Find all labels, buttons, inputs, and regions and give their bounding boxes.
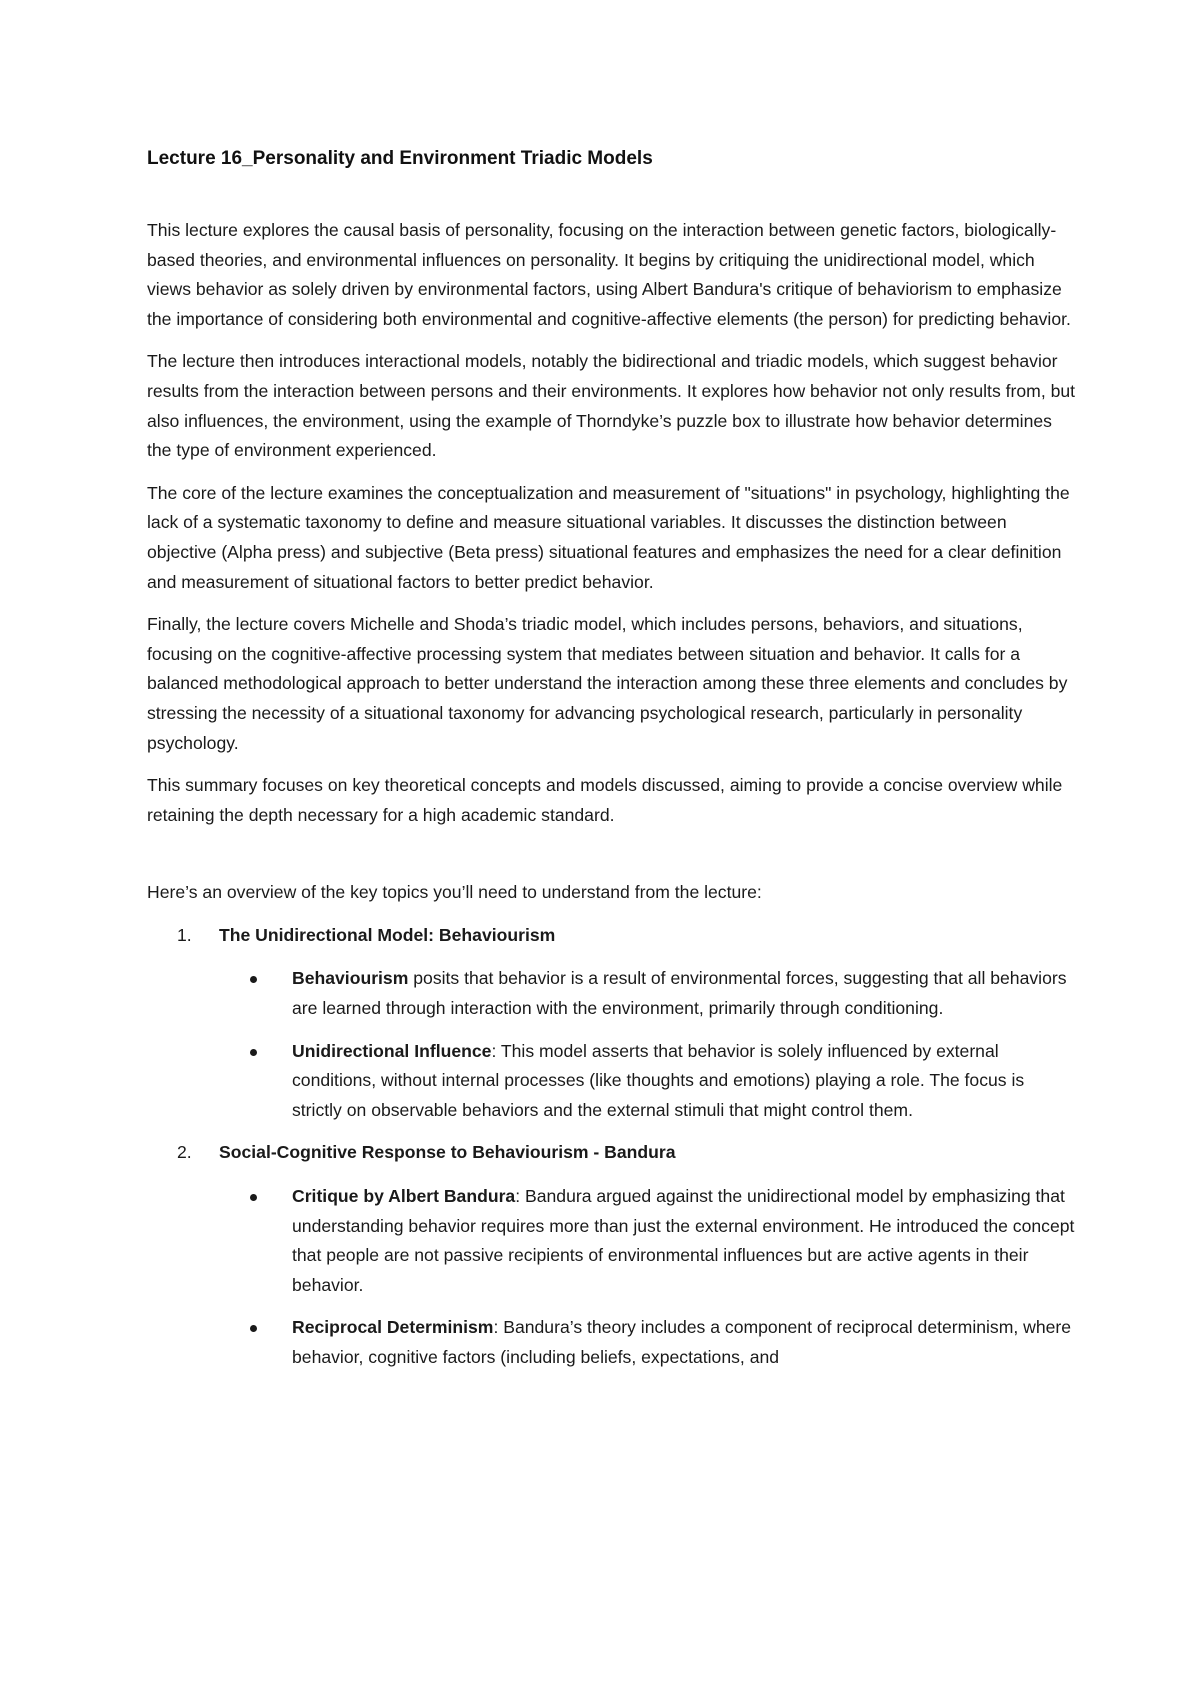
- topic-number: 2.: [177, 1142, 192, 1163]
- bullet-icon: [250, 1194, 257, 1201]
- document-body: [147, 144, 1077, 1386]
- bullet-term: Reciprocal Determinism: [292, 1317, 494, 1338]
- topic-heading: [147, 921, 1077, 951]
- topic-list: [147, 921, 1077, 1373]
- topic-heading: [147, 1138, 1077, 1168]
- bullet-text: : Bandura’s theory includes a component of reciprocal determinism, where behavior, cognitive factors (including beliefs, expectations, and: [292, 1317, 1072, 1367]
- summary-paragraph-5: This summary focuses on key theoretical concepts and models discussed, aiming to provide a concise overview while retaining the depth necessary for a high academic standard.: [147, 775, 1063, 825]
- topic-item: [147, 921, 1077, 1126]
- summary-paragraph-3: The core of the lecture examines the conceptualization and measurement of "situations" in psychology, highlighting the lack of a systematic taxonomy to define and measure situational variables. It discusses the distinction between objective (Alpha press) and subjective (Beta press) situational features and emphasizes the need for a clear definition and measurement of situational factors to better predict behavior.: [147, 482, 1070, 592]
- topic-number: 1.: [177, 924, 192, 945]
- bullet-icon: [250, 1325, 257, 1332]
- bullet-item: [147, 1182, 1077, 1300]
- bullet-item: [147, 1037, 1077, 1126]
- bullet-term: Critique by Albert Bandura: [292, 1186, 516, 1207]
- bullet-text: : Bandura argued against the unidirectional model by emphasizing that understanding behavior requires more than just the external environment. He introduced the concept that people are not passive recipients of environmental influences but are active agents in their behavior.: [292, 1186, 1075, 1295]
- topic-item: [147, 1138, 1077, 1372]
- bullet-term: Unidirectional Influence: [292, 1040, 492, 1061]
- topic-heading-text: Social-Cognitive Response to Behaviourism - Bandura: [219, 1142, 676, 1163]
- topic-bullet-list: [147, 1182, 1077, 1373]
- summary-paragraph-2: The lecture then introduces interactional models, notably the bidirectional and triadic models, which suggest behavior results from the interaction between persons and their environments. It explores how behavior not only results from, but also influences, the environment, using the example of Thorndyke’s puzzle box to illustrate how behavior determines the type of environment experienced.: [147, 351, 1076, 461]
- bullet-icon: [250, 1049, 257, 1056]
- overview-intro: Here’s an overview of the key topics you’ll need to understand from the lecture:: [147, 882, 762, 903]
- bullet-term: Behaviourism: [292, 968, 409, 989]
- bullet-item: [147, 1313, 1077, 1372]
- bullet-item: [147, 964, 1077, 1023]
- bullet-text: posits that behavior is a result of environmental forces, suggesting that all behaviors are learned through interaction with the environment, primarily through conditioning.: [292, 968, 1067, 1019]
- bullet-icon: [250, 976, 257, 983]
- topic-heading-text: The Unidirectional Model: Behaviourism: [219, 924, 556, 945]
- summary-paragraph-4: Finally, the lecture covers Michelle and Shoda’s triadic model, which includes persons, behaviors, and situations, focusing on the cognitive-affective processing system that mediates between situation and behavior. It calls for a balanced methodological approach to better understand the interaction among these three elements and concludes by stressing the necessity of a situational taxonomy for advancing psychological research, particularly in personality psychology.: [147, 614, 1068, 753]
- bullet-text: : This model asserts that behavior is solely influenced by external conditions, without internal processes (like thoughts and emotions) playing a role. The focus is strictly on observable behaviors and the external stimuli that might control them.: [292, 1040, 1025, 1120]
- document-title: Lecture 16_Personality and Environment Triadic Models: [147, 148, 653, 169]
- topic-bullet-list: [147, 964, 1077, 1125]
- summary-paragraph-1: This lecture explores the causal basis of personality, focusing on the interaction between genetic factors, biologically-based theories, and environmental influences on personality. It begins by critiquing the unidirectional model, which views behavior as solely driven by environmental factors, using Albert Bandura's critique of behaviorism to emphasize the importance of considering both environmental and cognitive-affective elements (the person) for predicting behavior.: [147, 220, 1071, 329]
